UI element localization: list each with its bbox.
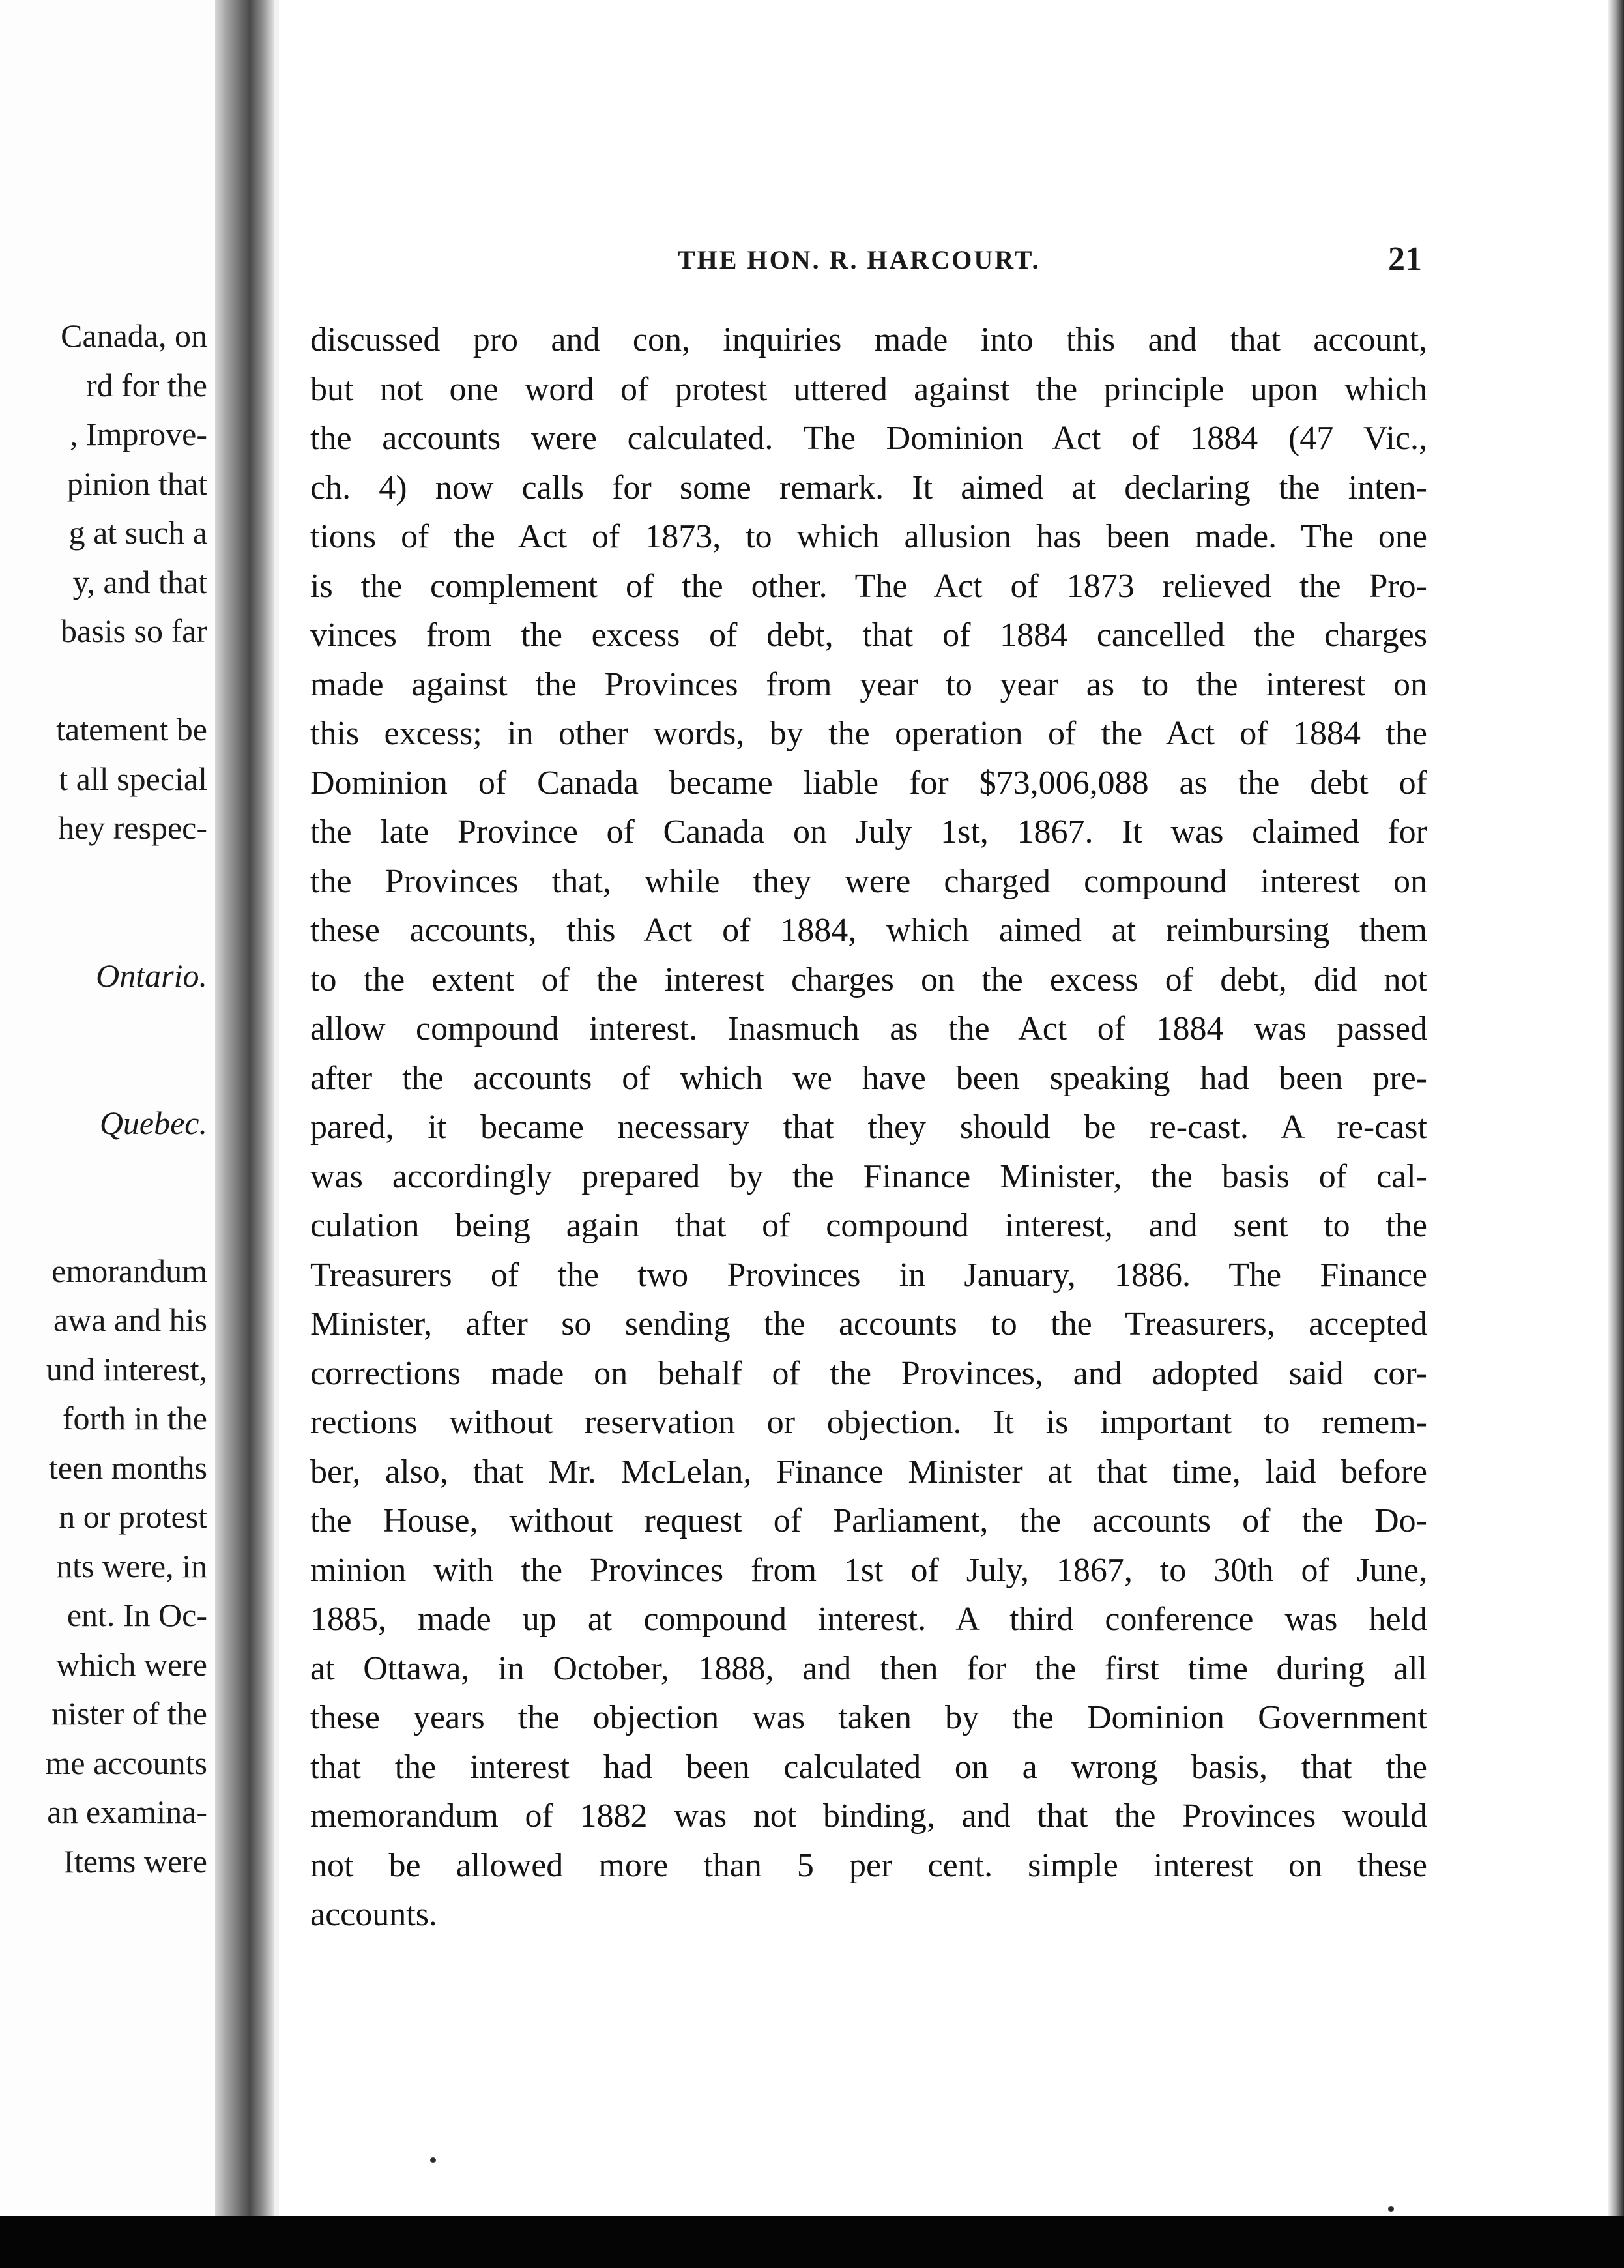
left-page-line: Quebec.: [99, 1105, 207, 1141]
body-line: allow compound interest. Inasmuch as the Act of 1884 was passed: [310, 1010, 1427, 1047]
body-line: but not one word of protest uttered against the principle upon which: [310, 370, 1427, 408]
body-line: tions of the Act of 1873, to which allusion has been made. The one: [310, 518, 1427, 555]
body-line: the Provinces that, while they were charged compound interest on: [310, 862, 1427, 900]
left-page-line: basis so far: [61, 613, 207, 649]
left-page-line: nister of the: [51, 1695, 207, 1732]
body-line: minion with the Provinces from 1st of July, 1867, to 30th of June,: [310, 1551, 1427, 1589]
body-line: ch. 4) now calls for some remark. It aimed at declaring the inten-: [310, 469, 1427, 506]
body-line: Minister, after so sending the accounts to the Treasurers, accepted: [310, 1305, 1427, 1343]
body-line: vinces from the excess of debt, that of 1884 cancelled the charges: [310, 617, 1427, 654]
running-head: THE HON. R. HARCOURT.: [678, 245, 1041, 274]
body-line: 1885, made up at compound interest. A third conference was held: [310, 1601, 1427, 1638]
body-line: these accounts, this Act of 1884, which aimed at reimbursing them: [310, 912, 1427, 949]
left-page-line: g at such a: [68, 514, 207, 551]
left-page-line: y, and that: [72, 563, 207, 600]
scan-speck: [1388, 2206, 1394, 2212]
body-line: the accounts were calculated. The Dominion Act of 1884 (47 Vic.,: [310, 420, 1427, 457]
left-page-line: pinion that: [66, 465, 207, 502]
body-line: at Ottawa, in October, 1888, and then for the first time during all: [310, 1650, 1427, 1687]
body-line: accounts.: [310, 1896, 437, 1933]
left-facing-page: [0, 0, 222, 2216]
body-line: the late Province of Canada on July 1st, 1867. It was claimed for: [310, 813, 1427, 850]
page-number: 21: [1388, 240, 1422, 278]
body-line: corrections made on behalf of the Provinces, and adopted said cor-: [310, 1354, 1427, 1392]
left-page-line: und interest,: [46, 1350, 207, 1388]
body-line: Dominion of Canada became liable for $73,006,088 as the debt of: [310, 764, 1427, 802]
body-line: was accordingly prepared by the Finance Minister, the basis of cal-: [310, 1157, 1427, 1195]
scan-speck: [430, 2157, 436, 2163]
body-paragraph: [310, 315, 1427, 1940]
left-page-line: , Improve-: [69, 416, 207, 452]
left-page-line: t all special: [59, 760, 207, 797]
body-line: not be allowed more than 5 per cent. simple interest on these: [310, 1846, 1427, 1884]
left-page-line: an examina-: [47, 1794, 207, 1830]
left-page-line: hey respec-: [57, 809, 207, 846]
body-line: culation being again that of compound interest, and sent to the: [310, 1207, 1427, 1244]
left-page-line: me accounts: [45, 1744, 207, 1781]
left-page-line: which were: [56, 1646, 207, 1683]
body-line: the House, without request of Parliament, the accounts of the Do-: [310, 1502, 1427, 1539]
left-page-line: Items were: [63, 1842, 207, 1880]
left-page-line: forth in the: [62, 1400, 207, 1436]
body-line: Treasurers of the two Provinces in January, 1886. The Finance: [310, 1256, 1427, 1294]
left-page-line: teen months: [48, 1449, 207, 1486]
left-page-line: rd for the: [85, 366, 207, 403]
body-line: memorandum of 1882 was not binding, and that the Provinces would: [310, 1797, 1427, 1835]
scan-bottom-border: [0, 2216, 1624, 2268]
left-page-line: emorandum: [51, 1252, 207, 1289]
body-line: to the extent of the interest charges on the excess of debt, did not: [310, 961, 1427, 998]
body-line: pared, it became necessary that they should be re-cast. A re-cast: [310, 1109, 1427, 1146]
body-line: discussed pro and con, inquiries made into this and that account,: [310, 321, 1427, 358]
left-page-line: Canada, on: [61, 317, 207, 354]
left-page-line: Ontario.: [96, 957, 207, 994]
body-line: after the accounts of which we have been speaking had been pre-: [310, 1059, 1427, 1097]
body-line: this excess; in other words, by the operation of the Act of 1884 the: [310, 715, 1427, 752]
left-page-line: awa and his: [53, 1301, 207, 1338]
body-line: these years the objection was taken by the Dominion Government: [310, 1699, 1427, 1736]
left-page-line: tatement be: [56, 711, 207, 748]
body-line: that the interest had been calculated on a wrong basis, that the: [310, 1748, 1427, 1786]
binding-gutter: [215, 0, 275, 2216]
left-page-line: ent. In Oc-: [66, 1597, 207, 1633]
body-line: made against the Provinces from year to year as to the interest on: [310, 665, 1427, 703]
body-line: ber, also, that Mr. McLelan, Finance Minister at that time, laid before: [310, 1453, 1427, 1490]
body-line: is the complement of the other. The Act of 1873 relieved the Pro-: [310, 567, 1427, 605]
left-page-line: n or protest: [59, 1498, 207, 1535]
page-right-edge: [1608, 0, 1624, 2216]
left-page-line: nts were, in: [56, 1547, 207, 1584]
body-line: rections without reservation or objection. It is important to remem-: [310, 1404, 1427, 1441]
gutter-edge: [274, 0, 279, 2216]
